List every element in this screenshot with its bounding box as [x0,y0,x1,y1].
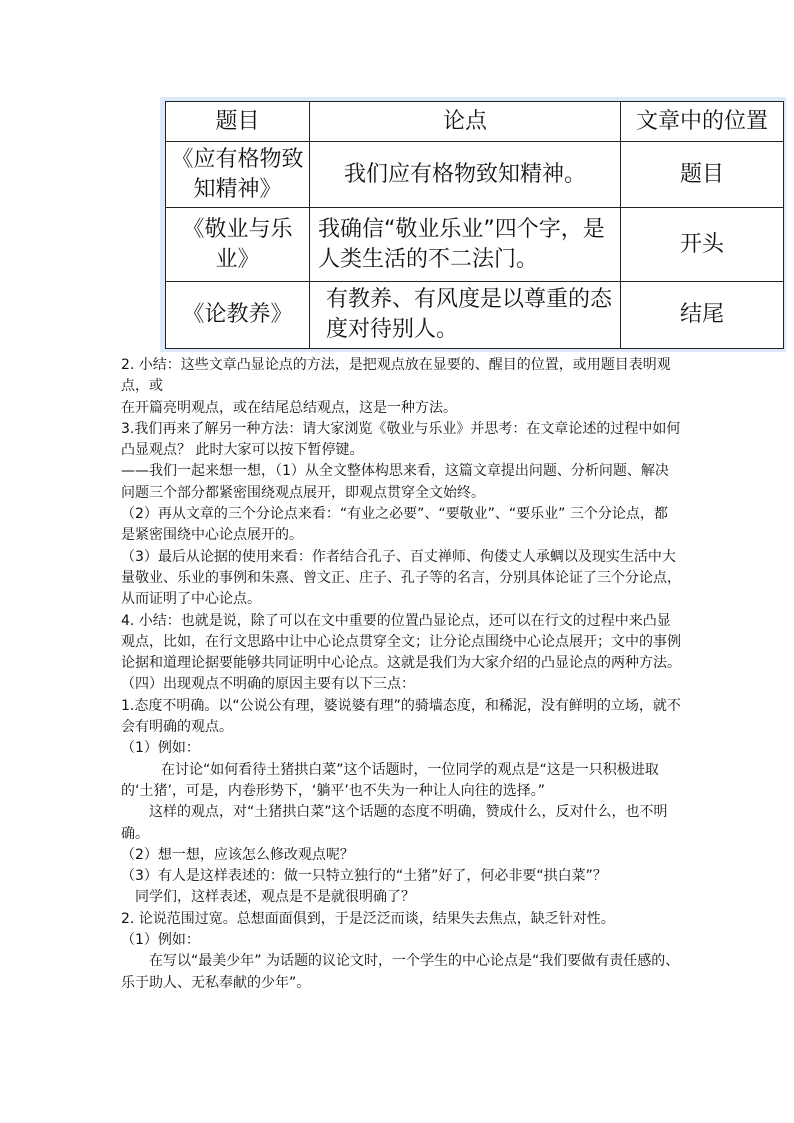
argument-table [165,101,784,349]
paragraph: 4. 小结：也就是说，除了可以在文中重要的位置凸显论点，还可以在行文的过程中来凸显观点，比如，在行文思路中让中心论点贯穿全文；让分论点围绕中心论点展开；文中的事例论据和道理论据要能够共同证明中心论点。这就是我们为大家介绍的凸显论点的两种方法。 [121,612,681,672]
paragraph: （3）最后从论据的使用来看：作者结合孔子、百丈禅师、佝偻丈人承蜩以及现实生活中大量敬业、乐业的事例和朱熹、曾文正、庄子、孔子等的名言，分别具体论证了三个分论点，从而证明了中心论点。 [121,548,681,608]
paragraph: 2. 小结：这些文章凸显论点的方法，是把观点放在显要的、醒目的位置，或用题目表明观点，或 [121,357,671,395]
header-point: 论点 [310,102,621,142]
row-position: 结尾 [621,282,784,349]
paragraph: （1）例如： [121,932,200,949]
header-position: 文章中的位置 [621,102,784,142]
row-point: 我确信“敬业乐业”四个字，是人类生活的不二法门。 [310,208,621,282]
table-row [166,208,784,282]
paragraph: （2）再从文章的三个分论点来看：“有业之必要”、“要敬业”、“要乐业” 三个分论点，都是紧密围绕中心论点展开的。 [121,506,668,544]
row-position: 题目 [621,142,784,208]
paragraph: （四）出现观点不明确的原因主要有以下三点： [121,676,415,693]
paragraph: （1）例如： [121,740,200,757]
paragraph: 同学们，这样表述，观点是不是就很明确了？ [135,889,415,906]
row-title: 《论教养》 [166,282,310,349]
header-title: 题目 [166,102,310,142]
paragraph: 在写以“最美少年” 为话题的议论文时，一个学生的中心论点是“我们要做有责任感的、乐于助人、无私奉献的少年”。 [121,953,680,991]
row-title: 《应有格物致知精神》 [166,142,310,208]
paragraph: 这样的观点，对“土猪拱白菜”这个话题的态度不明确，赞成什么，反对什么，也不明确。 [121,804,668,842]
paragraph: 1.态度不明确。以“公说公有理，婆说婆有理”的骑墙态度，和稀泥，没有鲜明的立场，就不会有明确的观点。 [121,697,681,736]
row-position: 开头 [621,208,784,282]
paragraph: （2）想一想，应该怎么修改观点呢？ [121,846,354,863]
paragraph: 在开篇亮明观点，或在结尾总结观点，这是一种方法。 [121,399,457,416]
paragraph: ——我们一起来想一想，（1）从全文整体构思来看，这篇文章提出问题、分析问题、解决问题三个部分都紧密围绕观点展开，即观点贯穿全文始终。 [121,463,669,501]
paragraph: 3.我们再来了解另一种方法：请大家浏览《敬业与乐业》并思考：在文章论述的过程中如何凸显观点？ 此时大家可以按下暂停键。 [121,420,681,459]
table-container [160,97,786,352]
row-point: 我们应有格物致知精神。 [310,142,621,208]
table-row [166,282,784,349]
paragraph: （3）有人是这样表述的：做一只特立独行的“土猪”好了，何必非要“拱白菜”？ [121,868,607,885]
paragraph: 在讨论“如何看待土猪拱白菜”这个话题时，一位同学的观点是“这是一只积极进取的‘土猪’，可是，内卷形势下，‘躺平’也不失为一种让人向往的选择。” [121,761,659,799]
row-point: 有教养、有风度是以尊重的态度对待别人。 [310,282,621,349]
table-row [166,142,784,208]
row-title: 《敬业与乐业》 [166,208,310,282]
table-header-row [166,102,784,142]
body-text [121,355,681,994]
paragraph: 2. 论说范围过宽。总想面面俱到，于是泛泛而谈，结果失去焦点，缺乏针对性。 [121,910,615,927]
